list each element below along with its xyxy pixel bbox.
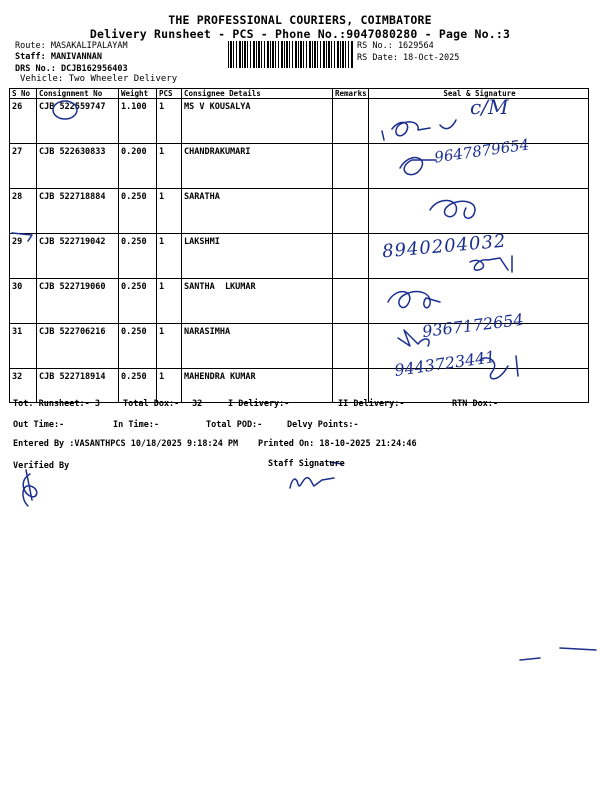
weight-cell: 0.250 [119, 279, 157, 324]
handwritten-number: 8940204032 [381, 230, 508, 263]
col-sno: S No [10, 89, 37, 99]
rtn-dox-label: RTN Dox:- [452, 399, 499, 409]
pcs-cell: 1 [157, 324, 182, 369]
handwritten-mark: c/M [470, 95, 509, 119]
consignment-cell: CJB 522718914 [37, 369, 119, 403]
pcs-cell: 1 [157, 234, 182, 279]
verified-by-label: Verified By [13, 461, 70, 471]
sno-cell: 28 [10, 189, 37, 234]
total-dox-label: Total Dox:- [123, 399, 180, 409]
consignee-cell: LAKSHMI [182, 234, 333, 279]
consignee-cell: SANTHA LKUMAR [182, 279, 333, 324]
col-pcs: PCS [157, 89, 182, 99]
in-time-label: In Time:- [113, 420, 160, 430]
consignee-cell: SARATHA [182, 189, 333, 234]
consignee-cell: NARASIMHA [182, 324, 333, 369]
pcs-cell: 1 [157, 99, 182, 144]
route-label: Route: MASAKALIPALAYAM [15, 41, 128, 51]
sno-cell: 31 [10, 324, 37, 369]
drs-number: DRS No.: DCJB162956403 [15, 64, 128, 74]
col-consignee: Consignee Details [182, 89, 333, 99]
consignment-cell: CJB 522719060 [37, 279, 119, 324]
pcs-cell: 1 [157, 189, 182, 234]
weight-cell: 0.250 [119, 234, 157, 279]
vehicle-label: Vehicle: Two Wheeler Delivery [20, 74, 178, 84]
sno-cell: 29 [10, 234, 37, 279]
company-title: THE PROFESSIONAL COURIERS, COIMBATORE [168, 13, 432, 27]
entered-by: Entered By :VASANTHPCS 10/18/2025 9:18:24 PM [13, 439, 239, 449]
weight-cell: 1.100 [119, 99, 157, 144]
consignment-cell: CJB 522706216 [37, 324, 119, 369]
pcs-cell: 1 [157, 369, 182, 403]
weight-cell: 0.250 [119, 189, 157, 234]
weight-cell: 0.250 [119, 324, 157, 369]
pcs-cell: 1 [157, 279, 182, 324]
i-delivery-label: I Delivery:- [228, 399, 290, 409]
rs-number: RS No.: 1629564 [357, 41, 434, 51]
weight-cell: 0.250 [119, 369, 157, 403]
staff-label: Staff: MANIVANNAN [15, 52, 102, 62]
tot-runsheet: Tot. Runsheet:- 3 [13, 399, 100, 409]
delvy-points-label: Delvy Points:- [287, 420, 359, 430]
handwritten-number: 9367172654 [421, 309, 525, 342]
pcs-cell: 1 [157, 144, 182, 189]
col-remarks: Remarks [333, 89, 369, 99]
out-time-label: Out Time:- [13, 420, 65, 430]
col-signature: Seal & Signature [369, 89, 589, 99]
weight-cell: 0.200 [119, 144, 157, 189]
consignee-cell: CHANDRAKUMARI [182, 144, 333, 189]
consignee-cell: MAHENDRA KUMAR [182, 369, 333, 403]
total-dox-value: 32 [192, 399, 203, 409]
runsheet-subtitle: Delivery Runsheet - PCS - Phone No.:9047080280 - Page No.:3 [89, 27, 511, 41]
total-pod-label: Total POD:- [206, 420, 263, 430]
sno-cell: 26 [10, 99, 37, 144]
col-consignment: Consignment No [37, 89, 119, 99]
consignment-cell: CJB 522719042 [37, 234, 119, 279]
consignment-cell: CJB 522559747 [37, 99, 119, 144]
staff-signature-label: Staff Signature [268, 459, 345, 469]
sno-cell: 27 [10, 144, 37, 189]
sno-cell: 30 [10, 279, 37, 324]
consignee-cell: MS V KOUSALYA [182, 99, 333, 144]
handwritten-number: 9647879654 [433, 135, 531, 167]
printed-on: Printed On: 18-10-2025 21:24:46 [258, 439, 417, 449]
consignment-cell: CJB 522718884 [37, 189, 119, 234]
handwritten-number: 9443723441 [393, 347, 497, 380]
consignment-cell: CJB 522630833 [37, 144, 119, 189]
ii-delivery-label: II Delivery:- [338, 399, 405, 409]
rs-date: RS Date: 18-Oct-2025 [357, 53, 460, 63]
sno-cell: 32 [10, 369, 37, 403]
col-weight: Weight [119, 89, 157, 99]
